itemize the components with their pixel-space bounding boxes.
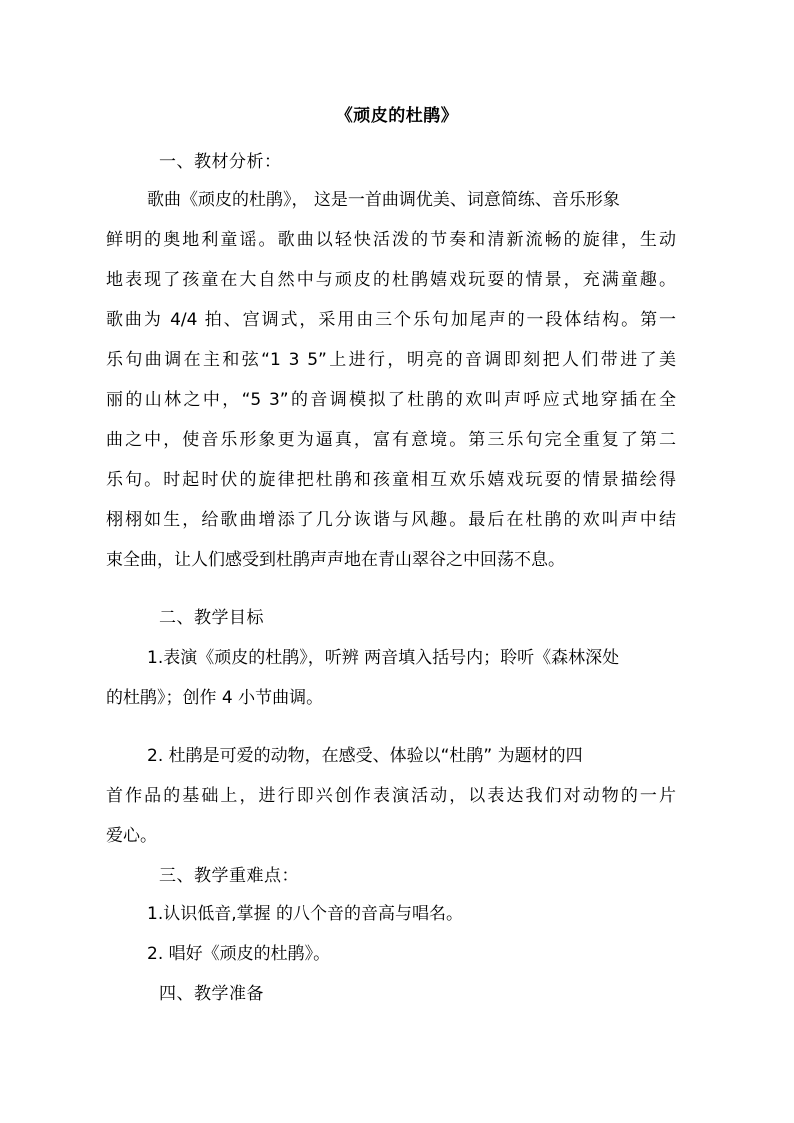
section-heading-key-points: 三、教学重难点： — [159, 866, 299, 886]
paragraph-line: 丽的山林之中，“5 3”的音调模拟了杜鹃的欢叫声呼应式地穿插在全 — [106, 390, 676, 410]
paragraph-line: 栩栩如生，给歌曲增添了几分诙谐与风趣。最后在杜鹃的欢叫声中结 — [106, 510, 676, 530]
paragraph-line: 曲之中，使音乐形象更为逼真，富有意境。第三乐句完全重复了第二 — [106, 430, 676, 450]
objective-item-1-line: 的杜鹃》；创作 4 小节曲调。 — [106, 688, 324, 708]
objective-item-1-line: 1.表演《顽皮的杜鹃》，听辨 两音填入括号内；聆听《森林深处 — [147, 648, 620, 668]
section-heading-objectives: 二、教学目标 — [159, 608, 264, 628]
paragraph-line: 地表现了孩童在大自然中与顽皮的杜鹃嬉戏玩耍的情景，充满童趣。 — [106, 270, 676, 290]
paragraph-line: 歌曲《顽皮的杜鹃》， 这是一首曲调优美、词意简练、音乐形象 — [147, 190, 620, 210]
paragraph-line: 鲜明的奥地利童谣。歌曲以轻快活泼的节奏和清新流畅的旋律，生动 — [106, 230, 676, 250]
objective-item-2-line: 2. 杜鹃是可爱的动物，在感受、体验以“杜鹃” 为题材的四 — [147, 746, 583, 766]
paragraph-line: 乐句。时起时伏的旋律把杜鹃和孩童相互欢乐嬉戏玩耍的情景描绘得 — [106, 470, 676, 490]
objective-item-2-line: 首作品的基础上，进行即兴创作表演活动，以表达我们对动物的一片 — [106, 786, 676, 806]
paragraph-line: 束全曲，让人们感受到杜鹃声声地在青山翠谷之中回荡不息。 — [106, 550, 565, 570]
document-title: 《顽皮的杜鹃》 — [335, 106, 459, 126]
key-point-item-1: 1.认识低音,掌握 的八个音的音高与唱名。 — [147, 904, 464, 924]
section-heading-preparation: 四、教学准备 — [159, 984, 264, 1004]
paragraph-line: 乐句曲调在主和弦“1 3 5”上进行，明亮的音调即刻把人们带进了美 — [106, 350, 676, 370]
objective-item-2-line: 爱心。 — [106, 826, 157, 846]
section-heading-analysis: 一、教材分析： — [159, 152, 282, 172]
paragraph-line: 歌曲为 4/4 拍、宫调式，采用由三个乐句加尾声的一段体结构。第一 — [106, 310, 676, 330]
key-point-item-2: 2. 唱好《顽皮的杜鹃》。 — [147, 944, 331, 964]
